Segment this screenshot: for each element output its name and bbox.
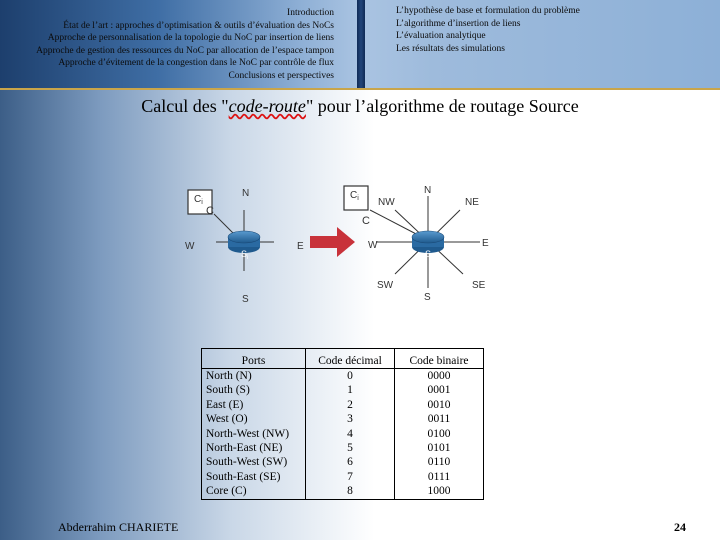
core-link-label-left: C [206,205,214,217]
header-banner [0,0,720,90]
router-4-port [185,188,304,305]
cell-port: North-East (NE) [202,441,306,455]
port-n-left: N [242,188,250,199]
outline-item-state-of-art[interactable]: État de l’art : approches d’optimisation & outils d’évaluation des NoCs [63,20,334,31]
cell-decimal: 8 [306,484,395,499]
port-e-right: E [482,238,489,249]
port-se-right: SE [472,280,486,291]
cell-decimal: 6 [306,455,395,469]
port-nw-right: NW [378,197,395,208]
port-e-left: E [297,241,304,252]
outline-item-conclusions[interactable]: Conclusions et perspectives [228,70,334,81]
cell-binary: 0011 [395,412,484,426]
cell-binary: 0101 [395,441,484,455]
header-divider [357,0,365,88]
router-icon-right [412,231,444,243]
table-row [202,470,484,484]
title-prefix: Calcul des " [141,96,229,116]
cell-port: Core (C) [202,484,306,499]
outline-item-topology[interactable]: Approche de personnalisation de la topologie du NoC par insertion de liens [47,33,334,44]
router-label-left: $S_i$ [241,249,249,261]
port-n-right: N [424,185,432,196]
section-item-algorithm[interactable]: L’algorithme d’insertion de liens [396,18,521,29]
page-number: 24 [674,520,686,534]
title-suffix: " pour l’algorithme de routage Source [305,96,579,116]
router-label-right: $S_i$ [425,249,433,261]
cell-port: West (O) [202,412,306,426]
cell-binary: 0111 [395,470,484,484]
cell-decimal: 4 [306,427,395,441]
cell-binary: 0001 [395,383,484,397]
port-code-table [201,348,484,500]
section-nav [396,5,580,55]
cell-binary: 0010 [395,398,484,412]
section-item-simulations[interactable]: Les résultats des simulations [396,43,505,54]
cell-port: North (N) [202,369,306,384]
cell-binary: 0100 [395,427,484,441]
table-row [202,369,484,384]
core-label-left: $C_i$ [194,194,203,206]
cell-port: South-East (SE) [202,470,306,484]
cell-decimal: 5 [306,441,395,455]
port-sw-right: SW [377,280,394,291]
cell-decimal: 2 [306,398,395,412]
outline-item-congestion[interactable]: Approche d’évitement de la congestion dans le NoC par contrôle de flux [58,58,334,69]
outline-item-introduction[interactable]: Introduction [287,8,334,18]
cell-decimal: 1 [306,383,395,397]
table-row [202,441,484,455]
author-name: Abderrahim CHARIETE [58,520,179,534]
router-diagram [180,178,510,308]
cell-port: North-West (NW) [202,427,306,441]
cell-binary: 0110 [395,455,484,469]
table-row [202,412,484,426]
cell-port: East (E) [202,398,306,412]
core-label-right: $C_i$ [350,190,359,202]
header-ports: Ports [202,349,306,369]
table-row [202,383,484,397]
outline-item-buffer[interactable]: Approche de gestion des ressources du NoC par allocation de l’espace tampon [36,45,334,56]
cell-binary: 0000 [395,369,484,384]
table-row [202,398,484,412]
port-w-right: W [368,240,378,251]
table-row [202,427,484,441]
table-row [202,455,484,469]
port-s-right: S [424,292,431,303]
header-decimal: Code décimal [306,349,395,369]
section-item-hypothesis[interactable]: L’hypothèse de base et formulation du problème [396,6,580,16]
section-item-analytic[interactable]: L’évaluation analytique [396,31,486,42]
router-8-port [344,185,489,303]
cell-port: South-West (SW) [202,455,306,469]
table-row [202,484,484,499]
cell-decimal: 3 [306,412,395,426]
cell-decimal: 0 [306,369,395,384]
outline-nav [36,7,334,83]
slide-title [0,96,720,117]
port-ne-right: NE [465,197,479,208]
transform-arrow [310,227,355,257]
cell-decimal: 7 [306,470,395,484]
core-link-label-right: C [362,215,370,227]
router-icon-left [228,231,260,243]
title-code: code-route [228,96,306,116]
table-header-row [202,349,484,369]
link-core-right [370,210,420,236]
header-binary: Code binaire [395,349,484,369]
cell-binary: 1000 [395,484,484,499]
cell-port: South (S) [202,383,306,397]
port-w-left: W [185,241,195,252]
port-s-left: S [242,294,249,305]
